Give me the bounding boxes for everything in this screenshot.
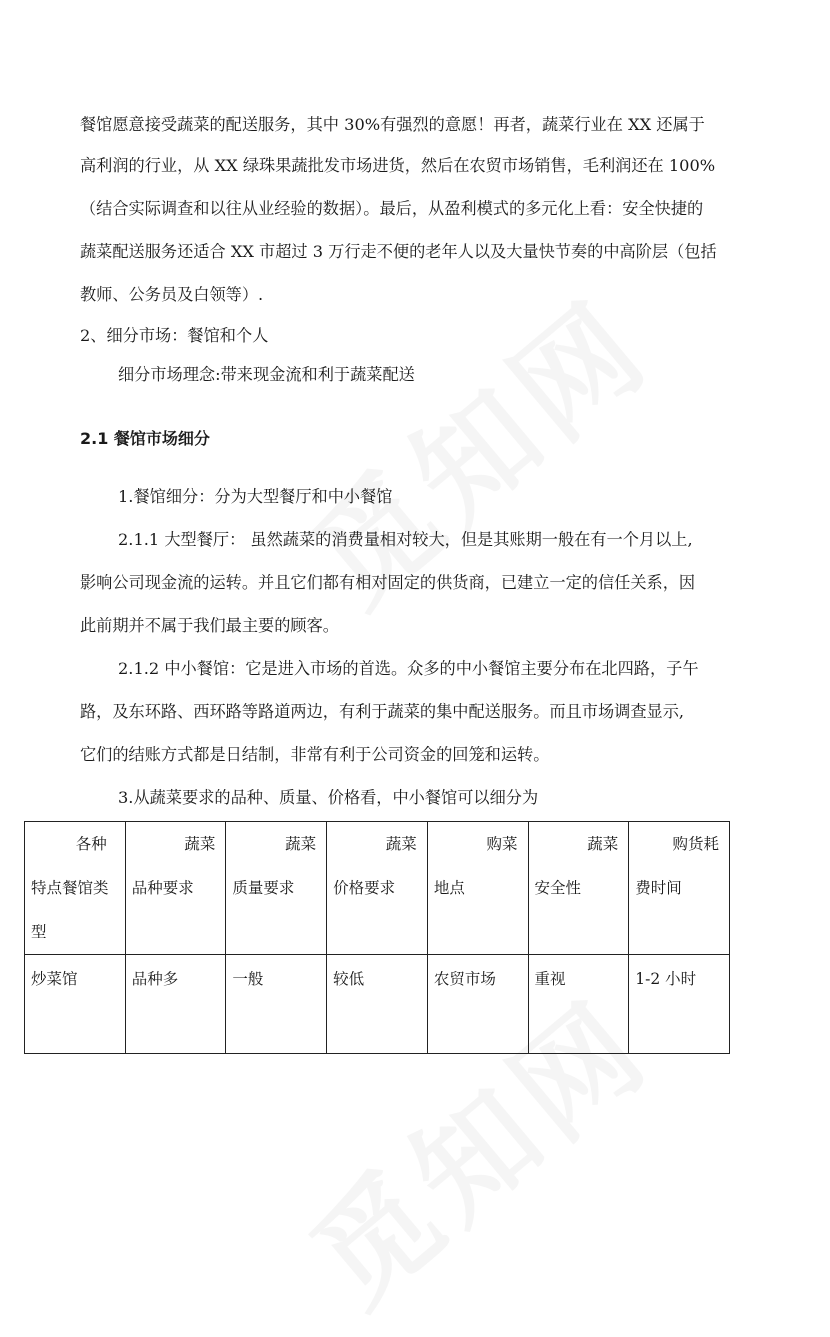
header-top: 蔬菜 — [587, 835, 619, 853]
header-bottom: 质量要求 — [232, 879, 295, 897]
table-header-cell — [327, 822, 428, 955]
table-header-cell — [427, 822, 528, 955]
header-extra: 型 — [31, 923, 47, 941]
table-header-cell — [125, 822, 226, 955]
header-bottom: 安全性 — [534, 879, 582, 897]
table-cell: 炒菜馆 — [25, 955, 126, 1054]
section-2-1-heading: 2.1 餐馆市场细分 — [80, 429, 210, 448]
table-header-cell — [629, 822, 730, 955]
paragraph-line: 高利润的行业，从 XX 绿珠果蔬批发市场进货，然后在农贸市场销售，毛利润还在 100% — [80, 156, 716, 175]
paragraph-line: （结合实际调查和以往从业经验的数据）。最后，从盈利模式的多元化上看：安全快捷的 — [80, 199, 704, 218]
paragraph-line: 蔬菜配送服务还适合 XX 市超过 3 万行走不便的老年人以及大量快节奏的中高阶层（包括 — [80, 242, 717, 261]
header-top: 各种 — [75, 835, 107, 853]
section-2-title: 2、细分市场：餐馆和个人 — [80, 326, 269, 345]
header-top: 购菜 — [486, 835, 518, 853]
table-cell: 1-2 小时 — [629, 955, 730, 1054]
table-cell: 品种多 — [125, 955, 226, 1054]
table-cell: 农贸市场 — [427, 955, 528, 1054]
large-restaurant-line: 此前期并不属于我们最主要的顾客。 — [80, 616, 339, 635]
header-top: 蔬菜 — [385, 835, 417, 853]
table-cell: 重视 — [528, 955, 629, 1054]
table-header-cell — [226, 822, 327, 955]
small-restaurant-line: 路，及东环路、西环路等路道两边，有利于蔬菜的集中配送服务。而且市场调查显示, — [80, 702, 685, 721]
paragraph-line: 教师、公务员及白领等）. — [80, 285, 264, 304]
header-bottom: 价格要求 — [333, 879, 396, 897]
header-bottom: 地点 — [433, 879, 465, 897]
large-restaurant-line: 影响公司现金流的运转。并且它们都有相对固定的供货商，已建立一定的信任关系，因 — [80, 573, 696, 592]
table-header-cell — [528, 822, 629, 955]
small-restaurant-line: 它们的结账方式都是日结制，非常有利于公司资金的回笼和运转。 — [80, 745, 550, 764]
item-3: 3.从蔬菜要求的品种、质量、价格看，中小餐馆可以细分为 — [118, 788, 539, 807]
table-header-row — [25, 822, 730, 955]
section-2-concept: 细分市场理念:带来现金流和利于蔬菜配送 — [118, 365, 415, 384]
paragraph-line: 餐馆愿意接受蔬菜的配送服务，其中 30%有强烈的意愿！再者，蔬菜行业在 XX 还属于 — [80, 115, 705, 134]
header-top: 蔬菜 — [184, 835, 216, 853]
large-restaurant-line: 2.1.1 大型餐厅： 虽然蔬菜的消费量相对较大，但是其账期一般在有一个月以上, — [118, 530, 693, 549]
table-cell: 较低 — [327, 955, 428, 1054]
header-top: 蔬菜 — [285, 835, 317, 853]
header-bottom: 特点餐馆类 — [31, 879, 109, 897]
table-header-cell — [25, 822, 126, 955]
header-bottom: 费时间 — [635, 879, 682, 897]
segmentation-table — [24, 821, 730, 1054]
header-top: 购货耗 — [672, 835, 719, 853]
table-cell: 一般 — [226, 955, 327, 1054]
small-restaurant-line: 2.1.2 中小餐馆：它是进入市场的首选。众多的中小餐馆主要分布在北四路，子午 — [118, 659, 699, 678]
header-bottom: 品种要求 — [131, 879, 194, 897]
item-1: 1.餐馆细分：分为大型餐厅和中小餐馆 — [118, 487, 393, 506]
table-row — [25, 955, 730, 1054]
